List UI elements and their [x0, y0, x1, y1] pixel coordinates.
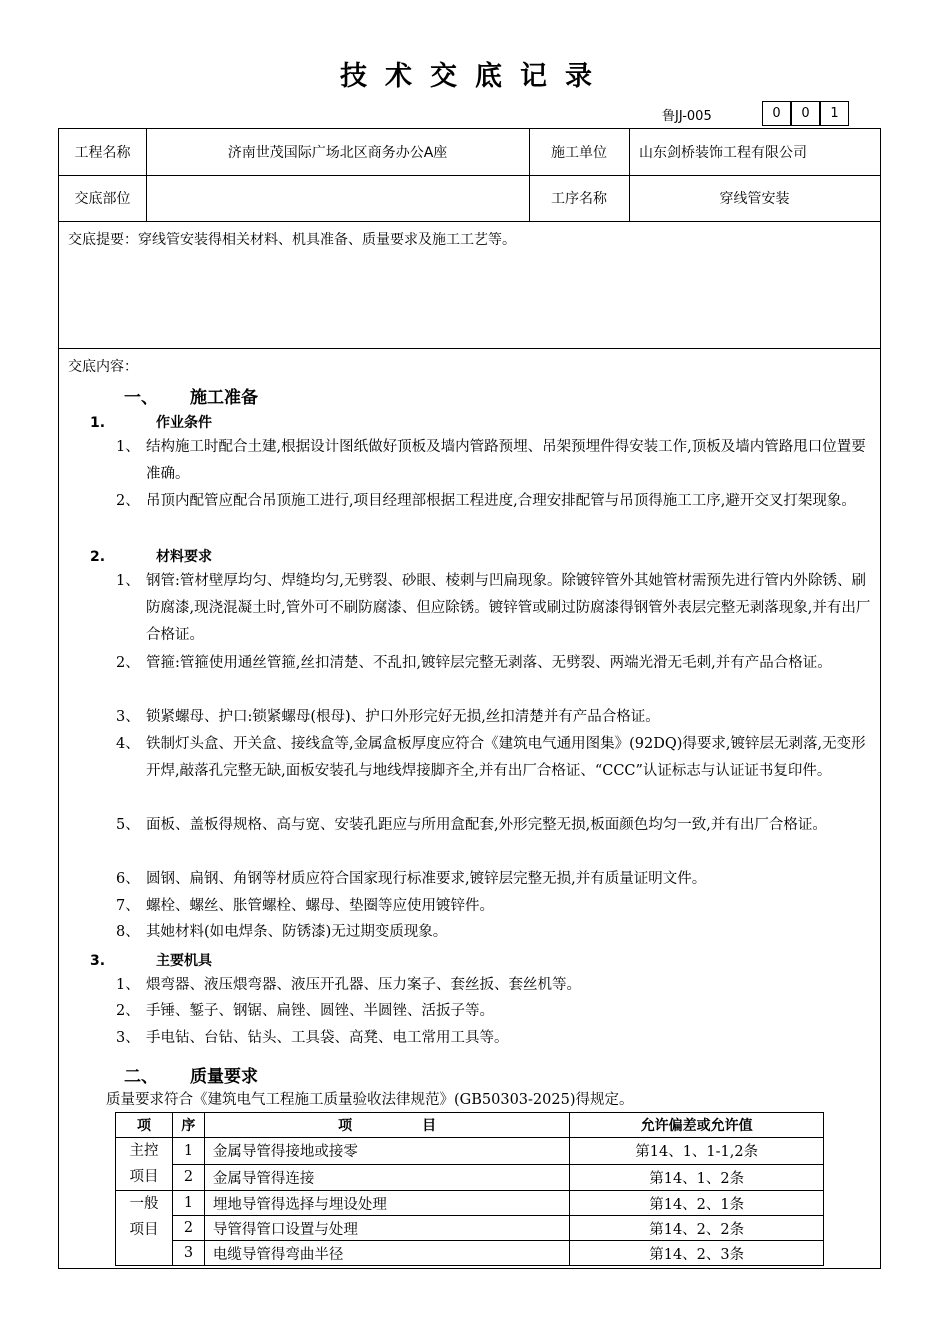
subsection-3-heading	[90, 950, 212, 970]
list-item-text: 钢管:管材壁厚均匀、焊缝均匀,无劈裂、砂眼、棱刺与凹扁现象。除镀锌管外其她管材需预先进行管内外除锈、刷防腐漆,现浇混凝土时,管外可不刷防腐漆、但应除锈。镀锌管或刷过防腐漆得钢管外表层完整无剥落现象,并有出厂合格证。	[146, 573, 871, 643]
subsection-1-title: 作业条件	[156, 415, 212, 431]
summary: 交底提要：穿线管安装得相关材料、机具准备、质量要求及施工工艺等。	[68, 232, 516, 248]
list-item-text: 吊顶内配管应配合吊顶施工进行,项目经理部根据工程进度,合理安排配管与吊顶得施工工序,避开交叉打架现象。	[146, 493, 856, 509]
group-main-control	[116, 1138, 173, 1191]
list-item-number: 4、	[116, 736, 140, 752]
list-item	[116, 972, 874, 999]
section-1-number: 一、	[124, 388, 158, 408]
row-value: 第14、2、2条	[570, 1216, 824, 1241]
list-item-text: 手锤、錾子、钢锯、扁锉、圆锉、半圆锉、活扳子等。	[146, 1003, 494, 1019]
section-2-title: 质量要求	[190, 1067, 258, 1087]
list-item-text: 管箍:管箍使用通丝管箍,丝扣清楚、不乱扣,镀锌层完整无剥落、无劈裂、两端光滑无毛刺,并有产品合格证。	[146, 655, 832, 671]
list-item	[116, 812, 874, 839]
row-item: 金属导管得接地或接零	[204, 1138, 569, 1165]
list-item-text: 面板、盖板得规格、高与宽、安装孔距应与所用盒配套,外形完整无损,板面颜色均匀一致,并有出厂合格证。	[146, 817, 827, 833]
table-row	[116, 1138, 824, 1165]
header-value: 允许偏差或允许值	[570, 1113, 824, 1138]
row-item: 金属导管得连接	[204, 1164, 569, 1191]
row-item: 埋地导管得选择与埋设处理	[204, 1191, 569, 1216]
subsection-2-title: 材料要求	[156, 549, 212, 565]
content-label: 交底内容：	[68, 359, 138, 375]
subsection-2-number: 2.	[90, 549, 106, 565]
project-name-label: 工程名称	[74, 145, 131, 161]
table-row	[116, 1241, 824, 1266]
list-item	[116, 488, 874, 515]
code-box-3: 1	[820, 101, 849, 126]
list-item-text: 结构施工时配合土建,根据设计图纸做好顶板及墙内管路预埋、吊架预埋件得安装工作,顶板及墙内管路甩口位置要准确。	[146, 439, 866, 482]
list-item	[116, 1025, 874, 1052]
list-item	[116, 919, 874, 946]
section-2-heading	[124, 1062, 258, 1087]
list-item	[116, 568, 874, 649]
row-number: 2	[172, 1164, 204, 1191]
project-name-value: 济南世茂国际广场北区商务办公A座	[227, 145, 448, 161]
table-row	[116, 1164, 824, 1191]
section-1-title: 施工准备	[190, 388, 258, 408]
section-1-heading	[124, 383, 258, 408]
process-label: 工序名称	[551, 191, 607, 207]
header-category: 项	[116, 1113, 173, 1138]
list-item-text: 锁紧螺母、护口:锁紧螺母(根母)、护口外形完好无损,丝扣清楚并有产品合格证。	[146, 709, 660, 725]
list-item-number: 8、	[116, 924, 140, 940]
document-title: 技术交底记录	[340, 61, 610, 92]
subsection-1-heading	[90, 412, 212, 432]
group-general	[116, 1191, 173, 1266]
table-header-row	[116, 1113, 824, 1138]
group-label-line2: 项目	[129, 1169, 159, 1185]
code-box-2: 0	[791, 101, 820, 126]
table-row	[116, 1216, 824, 1241]
row-number: 1	[172, 1191, 204, 1216]
group-label-line1: 一般	[129, 1196, 159, 1212]
list-item	[116, 704, 874, 731]
list-item-number: 1、	[116, 439, 140, 455]
group-label-line2: 项目	[129, 1222, 159, 1238]
row-item: 电缆导管得弯曲半径	[204, 1241, 569, 1266]
list-item	[116, 434, 874, 488]
group-label-line1: 主控	[129, 1143, 159, 1159]
form-code	[662, 102, 762, 126]
list-item-number: 1、	[116, 977, 140, 993]
code-box-1: 0	[762, 101, 791, 126]
table-row	[116, 1191, 824, 1216]
list-item	[116, 731, 874, 785]
subsection-2-heading	[90, 546, 212, 566]
location-value	[146, 175, 529, 221]
row-item: 导管得管口设置与处理	[204, 1216, 569, 1241]
list-item-text: 手电钻、台钻、钻头、工具袋、高凳、电工常用工具等。	[146, 1030, 509, 1046]
row-value: 第14、2、3条	[570, 1241, 824, 1266]
row-divider	[59, 221, 880, 222]
list-item	[116, 650, 874, 677]
subsection-3-title: 主要机具	[156, 953, 212, 969]
row-value: 第14、2、1条	[570, 1191, 824, 1216]
list-item-number: 2、	[116, 655, 140, 671]
list-item-text: 圆钢、扁钢、角钢等材质应符合国家现行标准要求,镀锌层完整无损,并有质量证明文件。	[146, 871, 707, 887]
row-value: 第14、1、2条	[570, 1164, 824, 1191]
list-item-number: 2、	[116, 493, 140, 509]
quality-table	[115, 1112, 824, 1266]
row-number: 3	[172, 1241, 204, 1266]
form-code-label: 鲁JJ-005	[662, 108, 712, 124]
list-item-number: 2、	[116, 1003, 140, 1019]
list-item	[116, 893, 874, 920]
list-item-number: 3、	[116, 1030, 140, 1046]
list-item-number: 7、	[116, 898, 140, 914]
header-item: 项 目	[204, 1113, 569, 1138]
list-item-text: 煨弯器、液压煨弯器、液压开孔器、压力案子、套丝扳、套丝机等。	[146, 977, 581, 993]
list-item-number: 5、	[116, 817, 140, 833]
list-item-text: 铁制灯头盒、开关盒、接线盒等,金属盒板厚度应符合《建筑电气通用图集》(92DQ)得要求,镀锌层无剥落,无变形开焊,敲落孔完整无缺,面板安装孔与地线焊接脚齐全,并有出厂合格证、“CCC”认证标志与认证证书复印件。	[146, 736, 866, 779]
header-seq: 序	[172, 1113, 204, 1138]
row-number: 1	[172, 1138, 204, 1165]
list-item-number: 1、	[116, 573, 140, 589]
subsection-1-number: 1.	[90, 415, 106, 431]
process-value: 穿线管安装	[719, 191, 790, 207]
quality-intro: 质量要求符合《建筑电气工程施工质量验收法律规范》(GB50303-2025)得规定。	[106, 1092, 634, 1108]
list-item	[116, 866, 874, 893]
contractor-label: 施工单位	[551, 145, 607, 161]
row-number: 2	[172, 1216, 204, 1241]
location-label: 交底部位	[74, 191, 131, 207]
row-divider	[59, 348, 880, 349]
list-item-text: 其她材料(如电焊条、防锈漆)无过期变质现象。	[146, 924, 448, 940]
list-item-text: 螺栓、螺丝、胀管螺栓、螺母、垫圈等应使用镀锌件。	[146, 898, 494, 914]
list-item-number: 3、	[116, 709, 140, 725]
list-item-number: 6、	[116, 871, 140, 887]
section-2-number: 二、	[124, 1067, 158, 1087]
subsection-3-number: 3.	[90, 953, 106, 969]
row-value: 第14、1、1-1,2条	[570, 1138, 824, 1165]
contractor-value: 山东剑桥装饰工程有限公司	[639, 145, 807, 161]
list-item	[116, 998, 874, 1025]
